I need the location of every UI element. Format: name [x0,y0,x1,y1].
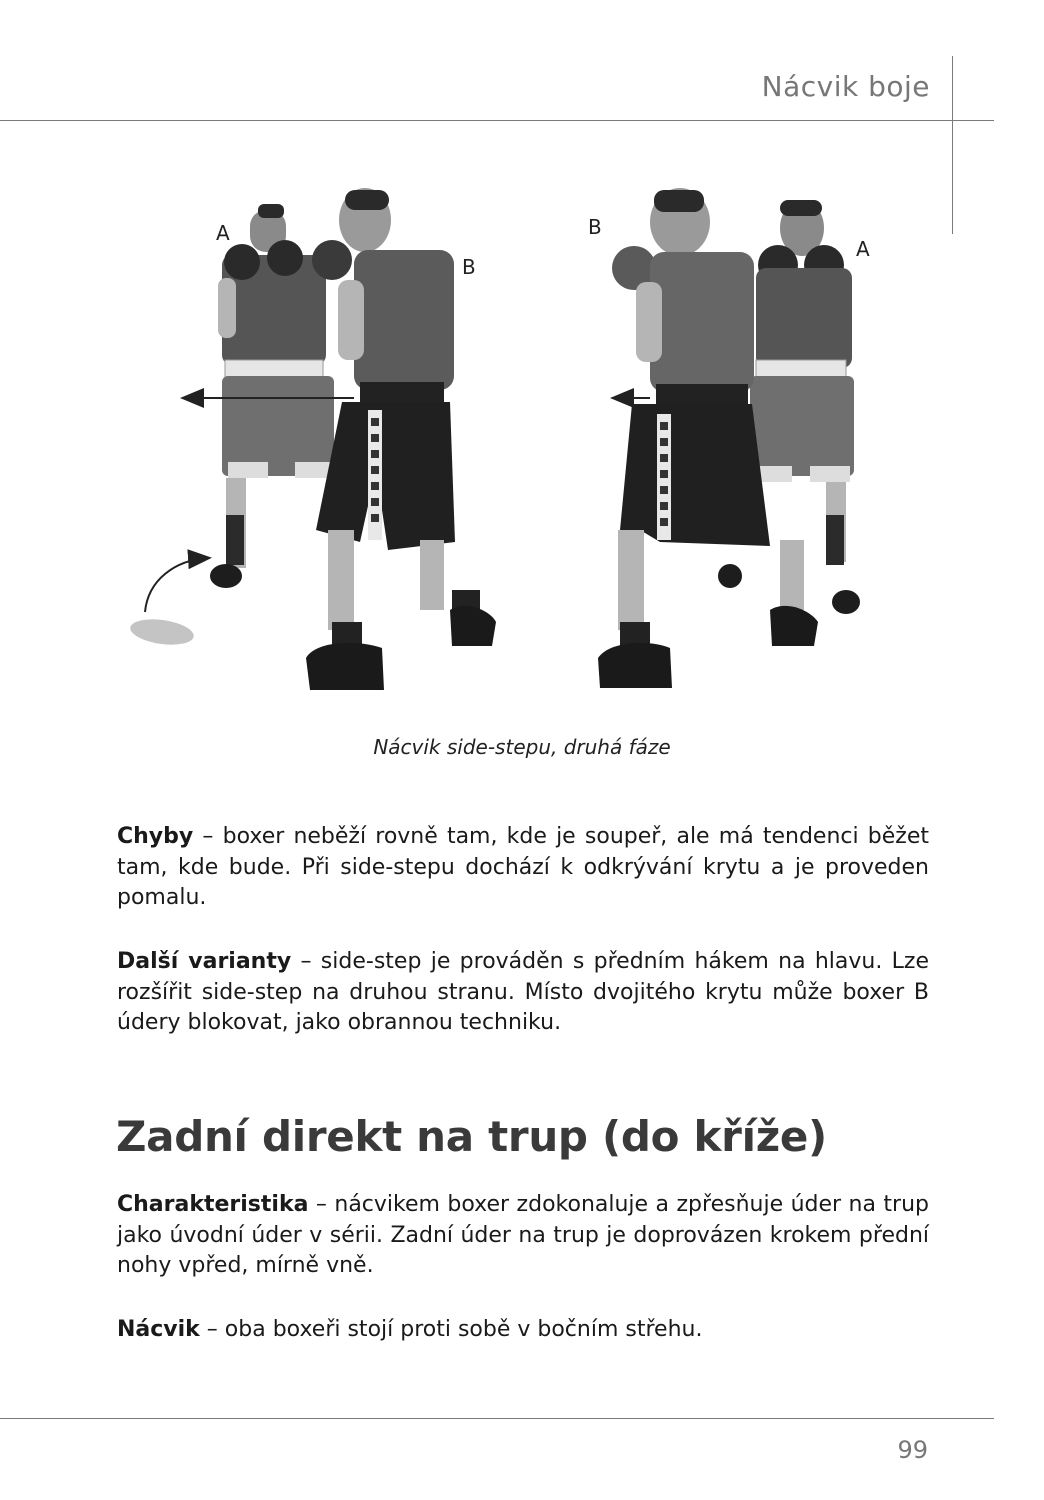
text-errors: – boxer neběží rovně tam, kde je soupeř, ale má tendenci běžet tam, kde bude. Při side-stepu dochází k odkrývání krytu a je proveden pomalu. [117,824,929,910]
footer-rule [0,1418,994,1419]
section-heading: Zadní direkt na trup (do kříže) [116,1112,827,1161]
term-characteristics: Charakteristika [117,1192,309,1217]
label-boxer-b-right: B [588,215,602,239]
boxing-illustration [120,170,940,710]
footprint-icon [129,616,196,649]
page-number: 99 [897,1436,928,1464]
term-variants: Další varianty [117,949,292,974]
label-boxer-a-right: A [856,237,870,261]
paragraph-variants [117,947,929,1039]
right-photo [588,188,870,688]
boxing-figure [120,170,940,710]
paragraph-training [117,1315,929,1346]
label-boxer-b-left: B [462,255,476,279]
paragraph-characteristics [117,1190,929,1282]
term-training: Nácvik [117,1317,200,1342]
step-curve-arrow [145,558,208,612]
header-vertical-rule [952,56,953,234]
header-rule [0,120,994,121]
paragraph-errors [117,822,929,914]
left-photo [129,188,496,690]
term-errors: Chyby [117,824,194,849]
running-head: Nácvik boje [761,70,930,103]
text-variants: – side-step je prováděn s předním hákem na hlavu. Lze rozšířit side-step na druhou stranu. Místo dvojitého krytu může boxer B údery blokovat, jako obrannou techniku. [117,949,929,1035]
text-characteristics: – nácvikem boxer zdokonaluje a zpřesňuje úder na trup jako úvodní úder v sérii. Zadní úder na trup je doprovázen krokem přední nohy vpřed, mírně vně. [117,1192,929,1278]
label-boxer-a-left: A [216,221,230,245]
text-training: – oba boxeři stojí proti sobě v bočním střehu. [199,1317,703,1342]
figure-caption: Nácvik side-stepu, druhá fáze [373,735,671,759]
